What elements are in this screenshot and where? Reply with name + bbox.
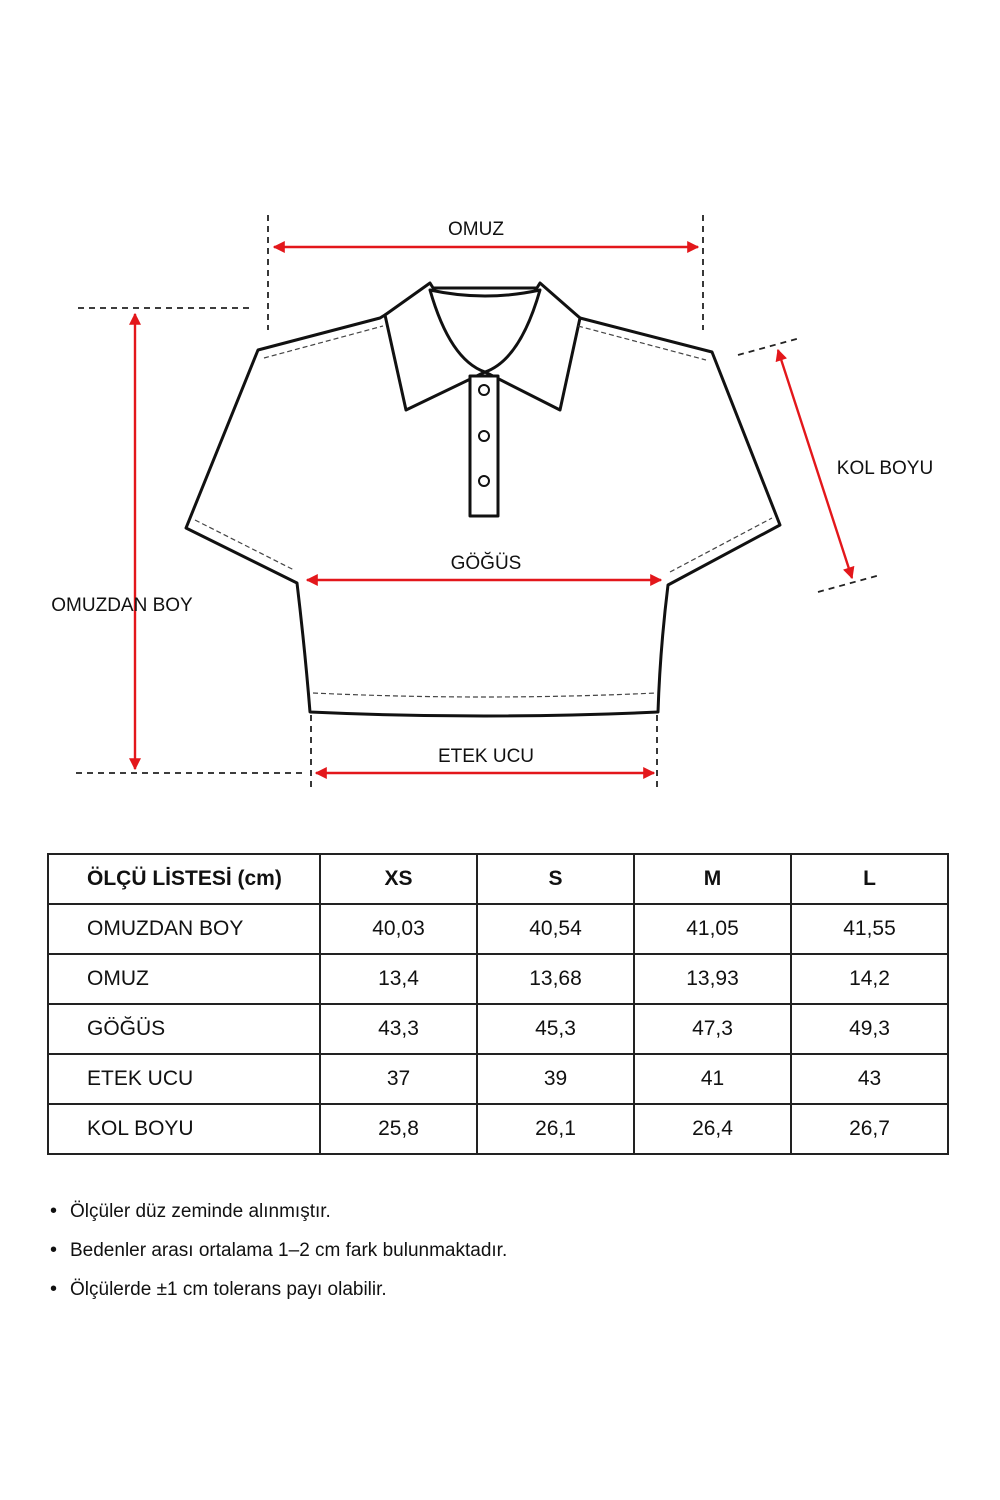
cell-value: 41,05: [634, 904, 791, 954]
table-header-size: L: [791, 854, 948, 904]
note-item: • Bedenler arası ortalama 1–2 cm fark bulunmaktadır.: [50, 1237, 507, 1276]
cell-value: 43: [791, 1054, 948, 1104]
cell-value: 39: [477, 1054, 634, 1104]
cell-value: 41: [634, 1054, 791, 1104]
cell-value: 13,68: [477, 954, 634, 1004]
cell-value: 37: [320, 1054, 477, 1104]
cell-value: 14,2: [791, 954, 948, 1004]
table-header-row: [48, 854, 948, 904]
cell-value: 49,3: [791, 1004, 948, 1054]
cell-value: 40,03: [320, 904, 477, 954]
cell-value: 47,3: [634, 1004, 791, 1054]
row-label: GÖĞÜS: [48, 1004, 320, 1054]
polo-shirt-drawing: [186, 283, 780, 716]
note-item: • Ölçülerde ±1 cm tolerans payı olabilir.: [50, 1276, 507, 1315]
table-row: [48, 904, 948, 954]
row-label: OMUZDAN BOY: [48, 904, 320, 954]
cell-value: 43,3: [320, 1004, 477, 1054]
notes-list: [50, 1198, 507, 1315]
table-row: [48, 1054, 948, 1104]
cell-value: 13,4: [320, 954, 477, 1004]
cell-value: 25,8: [320, 1104, 477, 1154]
label-omuzdan-boy: OMUZDAN BOY: [51, 595, 193, 616]
table-row: [48, 1104, 948, 1154]
cell-value: 26,4: [634, 1104, 791, 1154]
table-header-title: ÖLÇÜ LİSTESİ (cm): [48, 854, 320, 904]
label-etek-ucu: ETEK UCU: [437, 746, 535, 767]
cell-value: 41,55: [791, 904, 948, 954]
cell-value: 13,93: [634, 954, 791, 1004]
table-header-size: XS: [320, 854, 477, 904]
cell-value: 40,54: [477, 904, 634, 954]
cell-value: 26,7: [791, 1104, 948, 1154]
label-omuz: OMUZ: [448, 219, 504, 240]
row-label: KOL BOYU: [48, 1104, 320, 1154]
note-item: • Ölçüler düz zeminde alınmıştır.: [50, 1198, 507, 1237]
cell-value: 26,1: [477, 1104, 634, 1154]
row-label: OMUZ: [48, 954, 320, 1004]
row-label: ETEK UCU: [48, 1054, 320, 1104]
table-header-size: M: [634, 854, 791, 904]
cell-value: 45,3: [477, 1004, 634, 1054]
label-kol-boyu: KOL BOYU: [836, 458, 934, 479]
table-row: [48, 954, 948, 1004]
size-table: [47, 853, 949, 1155]
label-gogus: GÖĞÜS: [450, 553, 522, 574]
table-header-size: S: [477, 854, 634, 904]
table-row: [48, 1004, 948, 1054]
